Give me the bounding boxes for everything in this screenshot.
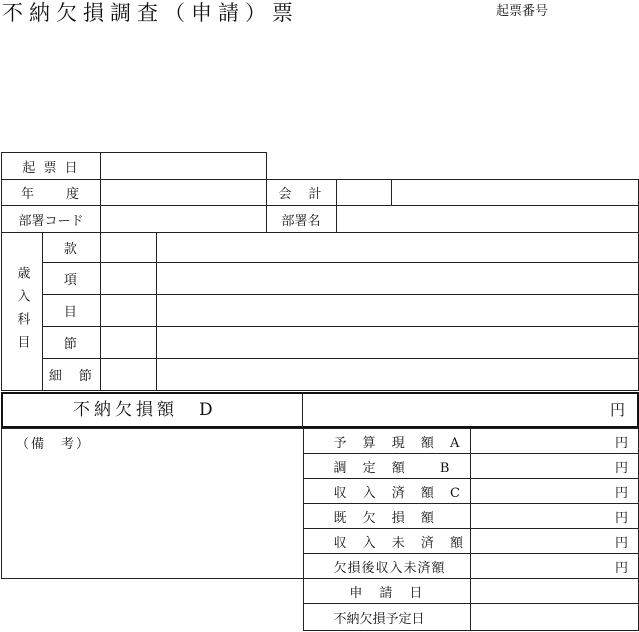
subject-setsu-label: 節 [42,327,100,359]
summary-value-prior-deficit[interactable]: 円 [471,504,639,529]
fiscal-year-label: 年 度 [2,180,101,206]
apply-date-field[interactable] [471,579,639,604]
summary-table [1,428,639,631]
planned-date-field[interactable] [471,604,639,631]
subject-kan-code[interactable] [100,233,156,263]
summary-value-collected[interactable]: 円 [471,479,639,504]
subject-saisetsu-code[interactable] [100,359,156,391]
subject-saisetsu-label: 細 節 [42,359,100,391]
page-title: 不納欠損調査（申請）票 [2,1,299,25]
summary-value-uncollected[interactable]: 円 [471,529,639,554]
subject-kou-name[interactable] [156,263,638,295]
subject-setsu-code[interactable] [100,327,156,359]
dept-code-field[interactable] [100,206,266,233]
summary-label-uncollected: 収 入 未 済 額 [303,529,471,554]
subject-kan-label: 款 [42,233,100,263]
account-name-field[interactable] [392,180,639,206]
subject-setsu-name[interactable] [156,327,638,359]
dept-code-label: 部署コード [2,206,101,233]
summary-label-collected: 収 入 済 額 C [303,479,471,504]
subject-moku-label: 目 [42,295,100,327]
summary-value-budget[interactable]: 円 [471,429,639,454]
subject-moku-code[interactable] [100,295,156,327]
dept-name-field[interactable] [336,206,639,233]
deficit-amount-unit: 円 [609,401,625,419]
summary-label-post-deficit: 欠損後収入未済額 [303,554,471,579]
remarks-label: （備 考） [16,437,92,452]
subject-kan-name[interactable] [156,233,638,263]
subject-saisetsu-name[interactable] [156,359,638,391]
subject-moku-name[interactable] [156,295,638,327]
dept-name-label: 部署名 [266,206,336,233]
remarks-area[interactable] [2,429,304,579]
deficit-amount-label: 不納欠損額 D [1,392,303,428]
summary-value-assessed[interactable]: 円 [471,454,639,479]
form-header-table [1,152,639,391]
doc-number-label: 起票番号 [496,4,549,19]
issue-date-label: 起 票 日 [2,153,101,180]
summary-label-assessed: 調 定 額 B [303,454,471,479]
fiscal-year-field[interactable] [100,180,266,206]
revenue-subject-label: 歳入科目 [2,233,43,391]
summary-label-budget: 予 算 現 額 A [303,429,471,454]
summary-label-prior-deficit: 既 欠 損 額 [303,504,471,529]
summary-value-post-deficit[interactable]: 円 [471,554,639,579]
account-label: 会 計 [266,180,336,206]
issue-date-field[interactable] [100,153,266,180]
apply-date-label: 申 請 日 [303,579,471,604]
subject-kou-code[interactable] [100,263,156,295]
subject-kou-label: 項 [42,263,100,295]
account-code-field[interactable] [336,180,392,206]
planned-date-label: 不納欠損予定日 [303,604,471,631]
